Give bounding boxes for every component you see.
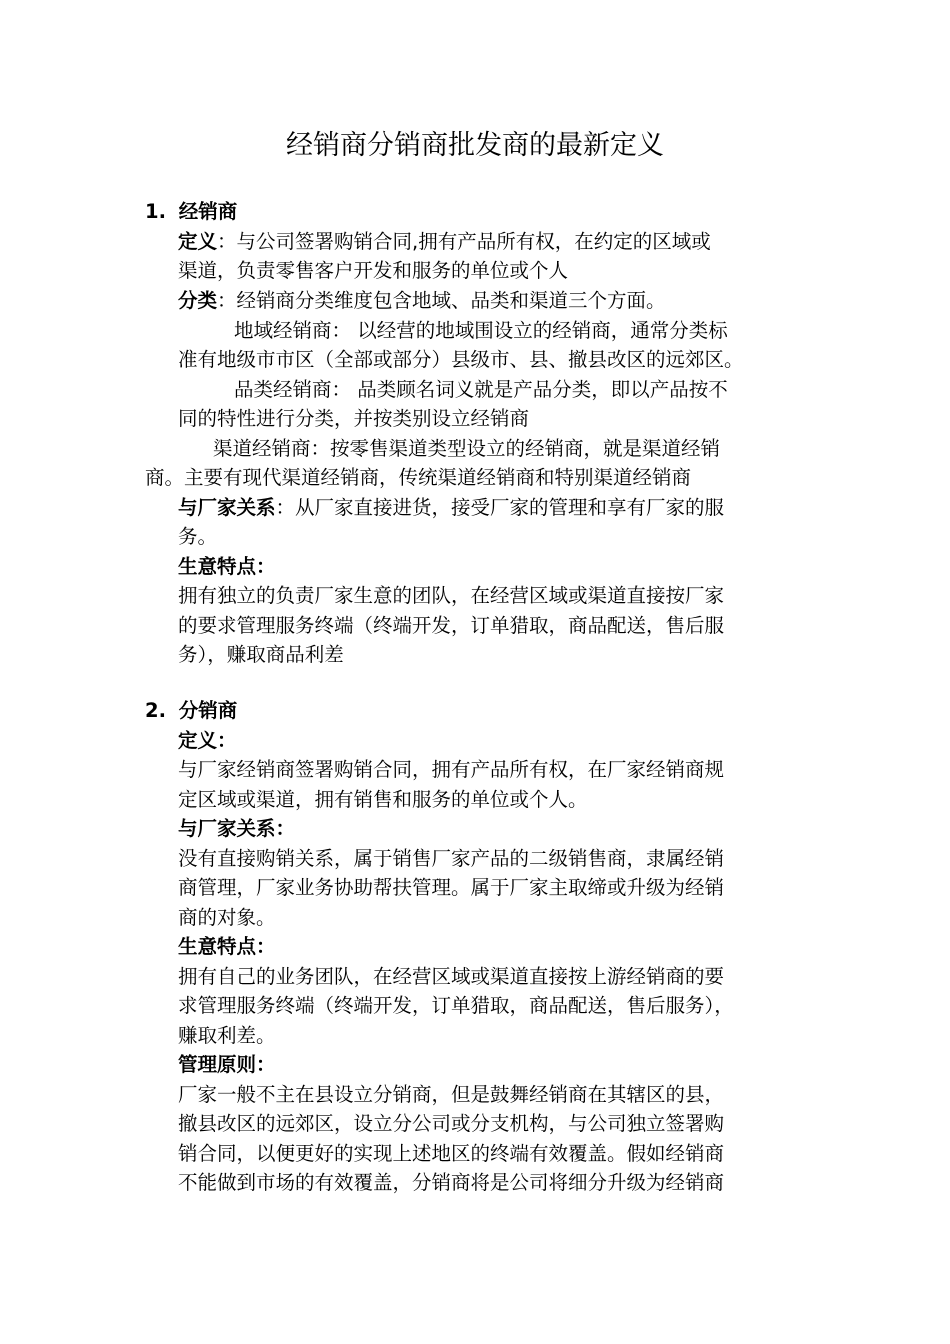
text: ：与公司签署购销合同,拥有产品所有权，在约定的区域或 — [217, 230, 711, 253]
page-title: 经销商分销商批发商的最新定义 — [286, 130, 664, 161]
label: 分类 — [178, 289, 218, 312]
text-line: 求管理服务终端（终端开发，订单猎取，商品配送，售后服务）， — [178, 994, 734, 1017]
text-line: 拥有独立的负责厂家生意的团队，在经营区域或渠道直接按厂家 — [178, 584, 725, 607]
subheading: 管理原则： — [178, 1053, 276, 1076]
subheading: 生意特点： — [178, 935, 276, 958]
text-line: 商管理，厂家业务协助帮扶管理。属于厂家主取缔或升级为经销 — [178, 876, 725, 899]
relation-line — [178, 493, 818, 523]
subheading: 生意特点： — [178, 555, 276, 578]
text-line: 的要求管理服务终端（终端开发，订单猎取，商品配送，售后服 — [178, 614, 725, 637]
text: ：经销商分类维度包含地域、品类和渠道三个方面。 — [217, 289, 666, 312]
text-line: 商。主要有现代渠道经销商，传统渠道经销商和特别渠道经销商 — [145, 466, 692, 489]
text-line: 赚取利差。 — [178, 1024, 276, 1047]
section-1-heading — [145, 197, 237, 227]
text-line: 商的对象。 — [178, 906, 276, 929]
section-number: 2. — [145, 699, 166, 722]
text-line: 撤县改区的远郊区，设立分公司或分支机构，与公司独立签署购 — [178, 1112, 725, 1135]
section-title: 分销商 — [178, 699, 238, 722]
text-line: 务。 — [178, 525, 218, 548]
section-number: 1. — [145, 200, 166, 223]
section-title: 经销商 — [178, 200, 238, 223]
text-line: 品类经销商： 品类顾名词义就是产品分类，即以产品按不 — [234, 378, 728, 401]
definition-line — [178, 227, 818, 257]
text-line: 同的特性进行分类，并按类别设立经销商 — [178, 407, 530, 430]
classification-line — [178, 286, 818, 316]
text-line: 销合同，以便更好的实现上述地区的终端有效覆盖。假如经销商 — [178, 1142, 725, 1165]
text-line: 准有地级市市区（全部或部分）县级市、县、撤县改区的远郊区。 — [178, 348, 744, 371]
text-line: 渠道经销商：按零售渠道类型设立的经销商，就是渠道经销 — [213, 437, 721, 460]
section-2-heading — [145, 696, 237, 726]
subheading: 定义： — [178, 729, 237, 752]
text-line: 没有直接购销关系，属于销售厂家产品的二级销售商，隶属经销 — [178, 847, 725, 870]
text-line: 不能做到市场的有效覆盖，分销商将是公司将细分升级为经销商 — [178, 1171, 725, 1194]
subheading: 与厂家关系： — [178, 817, 296, 840]
text-line: 拥有自己的业务团队，在经营区域或渠道直接按上游经销商的要 — [178, 965, 725, 988]
text-line: 定区域或渠道，拥有销售和服务的单位或个人。 — [178, 788, 588, 811]
text: ：从厂家直接进货，接受厂家的管理和享有厂家的服 — [275, 496, 725, 519]
text-line: 地域经销商： 以经营的地域围设立的经销商，通常分类标 — [234, 319, 728, 342]
text-line: 厂家一般不主在县设立分销商，但是鼓舞经销商在其辖区的县， — [178, 1083, 725, 1106]
text-line: 与厂家经销商签署购销合同，拥有产品所有权，在厂家经销商规 — [178, 758, 725, 781]
text-line: 渠道，负责零售客户开发和服务的单位或个人 — [178, 259, 569, 282]
label: 与厂家关系 — [178, 496, 276, 519]
text-line: 务），赚取商品利差 — [178, 643, 344, 666]
label: 定义 — [178, 230, 218, 253]
